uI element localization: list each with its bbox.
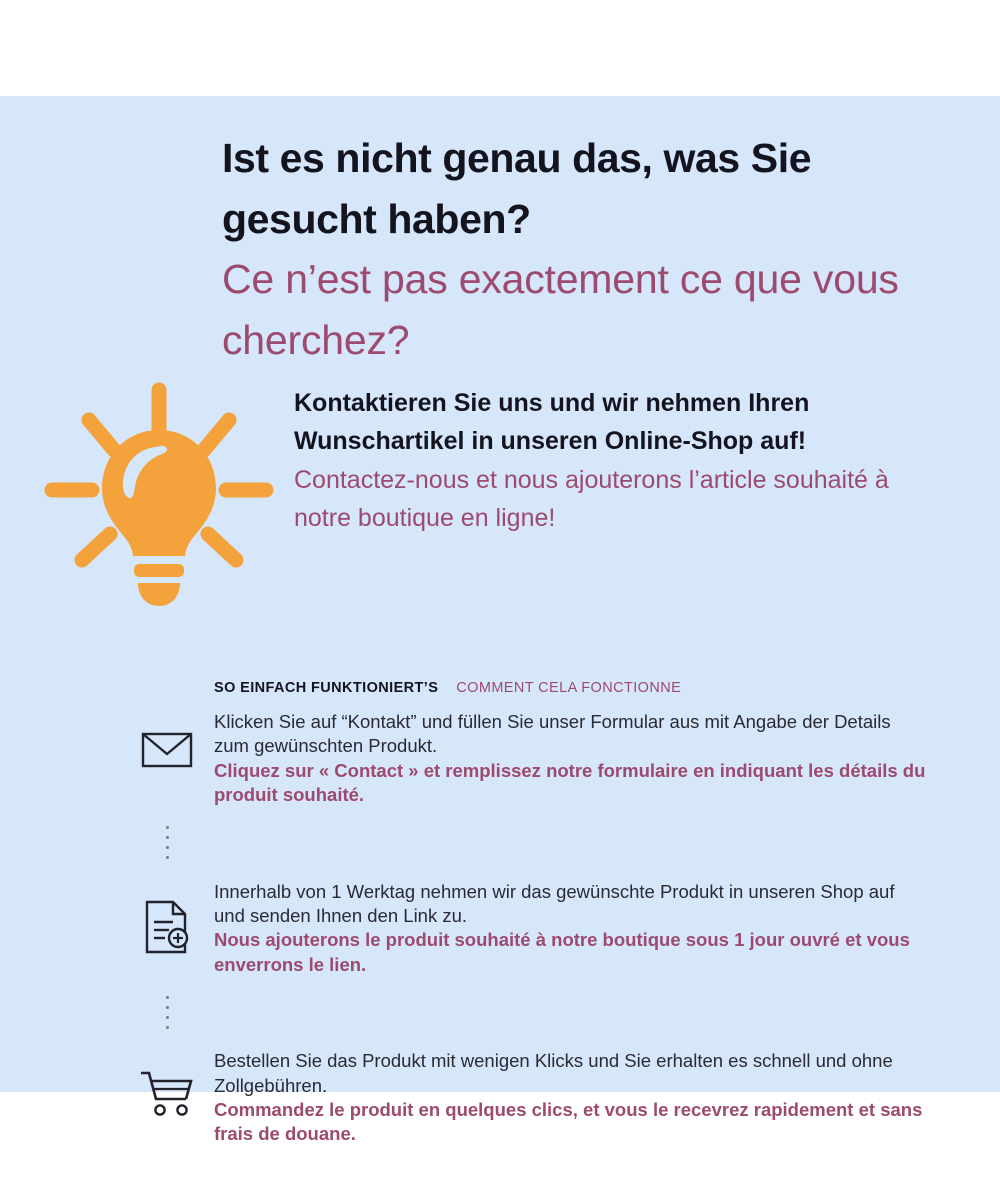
intro-block xyxy=(294,384,914,537)
step-de: Bestellen Sie das Produkt mit wenigen Klicks und Sie erhalten es schnell und ohne Zollgebühren. xyxy=(214,1050,893,1096)
how-it-works-fr: COMMENT CELA FONCTIONNE xyxy=(456,680,682,696)
step-divider-dots xyxy=(120,808,214,878)
step-fr: Cliquez sur « Contact » et remplissez notre formulaire en indiquant les détails du produit souhaité. xyxy=(214,759,926,806)
intro-de: Kontaktieren Sie uns und wir nehmen Ihren Wunschartikel in unseren Online-Shop auf! xyxy=(294,389,810,456)
step-fr: Commandez le produit en quelques clics, et vous le recevrez rapidement et sans frais de douane. xyxy=(214,1099,923,1145)
list-item xyxy=(120,1047,930,1147)
headline-fr: Ce n’est pas exactement ce que vous cherchez? xyxy=(222,256,899,364)
lightbulb-illustration xyxy=(34,378,284,628)
how-it-works-de: SO EINFACH FUNKTIONIERT’S xyxy=(214,680,439,696)
steps-list xyxy=(120,708,930,1147)
list-item xyxy=(120,878,930,978)
list-item xyxy=(120,708,930,808)
headline-de: Ist es nicht genau das, was Sie gesucht haben? xyxy=(222,135,812,242)
envelope-icon xyxy=(120,708,214,770)
document-add-icon xyxy=(120,878,214,954)
intro-fr: Contactez-nous et nous ajouterons l’article souhaité à notre boutique en ligne! xyxy=(294,465,889,532)
headline-block xyxy=(222,128,942,371)
step-de: Klicken Sie auf “Kontakt” und füllen Sie unser Formular aus mit Angabe der Details zum gewünschten Produkt. xyxy=(214,711,891,757)
step-fr: Nous ajouterons le produit souhaité à notre boutique sous 1 jour ouvré et vous enverrons le lien. xyxy=(214,929,910,975)
step-de: Innerhalb von 1 Werktag nehmen wir das gewünschte Produkt in unseren Shop auf und senden Ihnen den Link zu. xyxy=(214,880,895,927)
shopping-cart-icon xyxy=(120,1047,214,1117)
step-divider-dots xyxy=(120,977,214,1047)
how-it-works-heading xyxy=(214,680,681,696)
